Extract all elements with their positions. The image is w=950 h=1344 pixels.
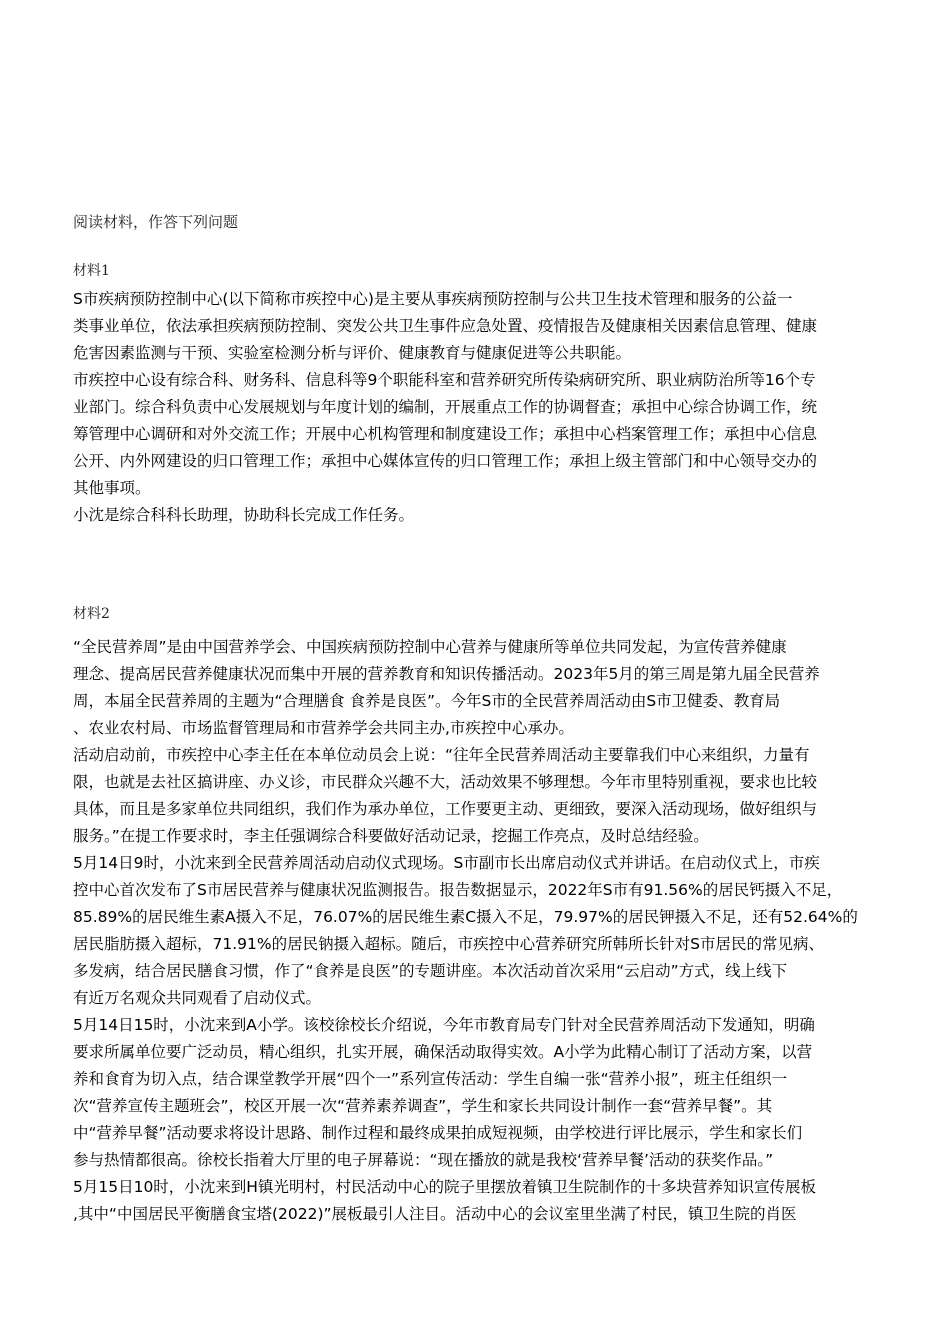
paragraph-line: 5月14日9时，小沈来到全民营养周活动启动仪式现场。S市副市长出席启动仪式并讲话。在启动仪式上，市疾 [73, 854, 820, 872]
paragraph-line: “全民营养周”是由中国营养学会、中国疾病预防控制中心营养与健康所等单位共同发起，为宣传营养健康 [73, 638, 787, 656]
paragraph-line: 参与热情都很高。徐校长指着大厅里的电子屏幕说：“现在播放的就是我校‘营养早餐’活动的获奖作品。” [73, 1151, 774, 1169]
paragraph-line: 筹管理中心调研和对外交流工作；开展中心机构管理和制度建设工作；承担中心档案管理工作；承担中心信息 [73, 425, 818, 443]
instruction-text: 阅读材料，作答下列问题 [73, 213, 239, 231]
paragraph-line: 具体，而且是多家单位共同组织，我们作为承办单位，工作要更主动、更细致，要深入活动现场，做好组织与 [73, 800, 818, 818]
paragraph-line: 85.89%的居民维生素A摄入不足，76.07%的居民维生素C摄入不足，79.97%的居民钾摄入不足，还有52.64%的 [73, 908, 858, 926]
paragraph-line: 、农业农村局、市场监督管理局和市营养学会共同主办,市疾控中心承办。 [73, 719, 574, 737]
paragraph-line: S市疾病预防控制中心(以下简称市疾控中心)是主要从事疾病预防控制与公共卫生技术管理和服务的公益一 [73, 290, 793, 308]
paragraph-line: 要求所属单位要广泛动员，精心组织，扎实开展，确保活动取得实效。A小学为此精心制订了活动方案，以营 [73, 1043, 813, 1061]
material-1-body [73, 286, 879, 529]
paragraph-line: 市疾控中心设有综合科、财务科、信息科等9个职能科室和营养研究所传染病研究所、职业病防治所等16个专 [73, 371, 816, 389]
paragraph-line: 类事业单位，依法承担疾病预防控制、突发公共卫生事件应急处置、疫情报告及健康相关因素信息管理、健康 [73, 317, 818, 335]
paragraph-line: 业部门。综合科负责中心发展规划与年度计划的编制，开展重点工作的协调督查；承担中心综合协调工作，统 [73, 398, 818, 416]
paragraph-line: 养和食育为切入点，结合课堂教学开展“四个一”系列宣传活动：学生自编一张“营养小报”，班主任组织一 [73, 1070, 788, 1088]
paragraph-line: 多发病，结合居民膳食习惯，作了“食养是良医”的专题讲座。本次活动首次采用“云启动”方式，线上线下 [73, 962, 788, 980]
material-2-body [73, 634, 879, 1228]
paragraph-line: 5月15日10时，小沈来到H镇光明村，村民活动中心的院子里摆放着镇卫生院制作的十多块营养知识宣传展板 [73, 1178, 816, 1196]
material-1-heading: 材料1 [73, 263, 110, 279]
paragraph-line: 中“营养早餐”活动要求将设计思路、制作过程和最终成果拍成短视频，由学校进行评比展示，学生和家长们 [73, 1124, 803, 1142]
paragraph-line: 小沈是综合科科长助理，协助科长完成工作任务。 [73, 506, 415, 524]
paragraph-line: 次“营养宣传主题班会”，校区开展一次“营养素养调查”，学生和家长共同设计制作一套“营养早餐”。其 [73, 1097, 773, 1115]
paragraph-line: ,其中“中国居民平衡膳食宝塔(2022)”展板最引人注目。活动中心的会议室里坐满了村民，镇卫生院的肖医 [73, 1205, 797, 1223]
paragraph-line: 居民脂肪摄入超标，71.91%的居民钠摄入超标。随后，市疾控中心营养研究所韩所长针对S市居民的常见病、 [73, 935, 824, 953]
paragraph-line: 控中心首次发布了S市居民营养与健康状况监测报告。报告数据显示，2022年S市有91.56%的居民钙摄入不足， [73, 881, 843, 899]
paragraph-line: 公开、内外网建设的归口管理工作；承担中心媒体宣传的归口管理工作；承担上级主管部门和中心领导交办的 [73, 452, 818, 470]
paragraph-line: 限，也就是去社区搞讲座、办义诊，市民群众兴趣不大，活动效果不够理想。今年市里特别重视，要求也比较 [73, 773, 818, 791]
paragraph-line: 有近万名观众共同观看了启动仪式。 [73, 989, 322, 1007]
paragraph-line: 理念、提高居民营养健康状况而集中开展的营养教育和知识传播活动。2023年5月的第三周是第九届全民营养 [73, 665, 820, 683]
paragraph-line: 活动启动前，市疾控中心李主任在本单位动员会上说：“往年全民营养周活动主要靠我们中心来组织，力量有 [73, 746, 810, 764]
paragraph-line: 其他事项。 [73, 479, 151, 497]
paragraph-line: 5月14日15时，小沈来到A小学。该校徐校长介绍说，今年市教育局专门针对全民营养周活动下发通知，明确 [73, 1016, 815, 1034]
paragraph-line: 危害因素监测与干预、实验室检测分析与评价、健康教育与健康促进等公共职能。 [73, 344, 632, 362]
paragraph-line: 周，本届全民营养周的主题为“合理膳食 食养是良医”。今年S市的全民营养周活动由S市卫健委、教育局 [73, 692, 781, 710]
material-2-heading: 材料2 [73, 606, 110, 622]
paragraph-line: 服务。”在提工作要求时，李主任强调综合科要做好活动记录，挖掘工作亮点，及时总结经验。 [73, 827, 709, 845]
